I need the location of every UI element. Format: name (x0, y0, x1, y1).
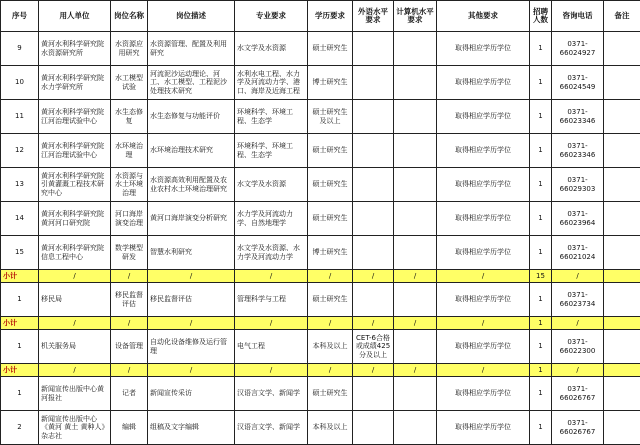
cell-unit: 黄河水利科学研究院江河治理试验中心 (39, 134, 111, 168)
cell-note (604, 411, 640, 445)
subtotal-slash: / (353, 364, 394, 377)
header-count: 招聘人数 (530, 1, 552, 32)
cell-num: 2 (1, 411, 39, 445)
subtotal-slash: / (148, 317, 235, 330)
cell-major: 环境科学、环境工程、生态学 (235, 100, 308, 134)
cell-education: 本科及以上 (308, 330, 353, 364)
cell-position: 河口海岸演变治理 (111, 202, 148, 236)
header-major: 专业要求 (235, 1, 308, 32)
subtotal-slash: / (39, 364, 111, 377)
cell-position: 水环境治理 (111, 134, 148, 168)
cell-major: 环境科学、环境工程、生态学 (235, 134, 308, 168)
cell-other: 取得相应学历学位 (437, 134, 530, 168)
cell-count: 1 (530, 134, 552, 168)
cell-language: CET-6合格或成绩425分及以上 (353, 330, 394, 364)
cell-computer (394, 377, 437, 411)
subtotal-count: 1 (530, 364, 552, 377)
cell-count: 1 (530, 411, 552, 445)
cell-description: 水资源高效利用配置及农业农村水土环境治理研究 (148, 168, 235, 202)
cell-education: 本科及以上 (308, 411, 353, 445)
cell-major: 管理科学与工程 (235, 283, 308, 317)
cell-note (604, 377, 640, 411)
cell-position: 移民监督评估 (111, 283, 148, 317)
cell-education: 硕士研究生 (308, 377, 353, 411)
table-row (1, 236, 640, 270)
cell-education: 博士研究生 (308, 66, 353, 100)
cell-education: 硕士研究生 (308, 283, 353, 317)
cell-position: 设备管理 (111, 330, 148, 364)
subtotal-count: 15 (530, 270, 552, 283)
cell-position: 记者 (111, 377, 148, 411)
cell-major: 汉语言文学、新闻学 (235, 411, 308, 445)
subtotal-empty (604, 270, 640, 283)
table-row (1, 168, 640, 202)
header-other: 其他要求 (437, 1, 530, 32)
cell-language (353, 236, 394, 270)
cell-other: 取得相应学历学位 (437, 202, 530, 236)
cell-unit: 黄河水利科学研究院江河治理试验中心 (39, 100, 111, 134)
subtotal-slash: / (235, 364, 308, 377)
subtotal-empty (604, 317, 640, 330)
header-phone: 咨询电话 (552, 1, 604, 32)
cell-unit: 黄河水利科学研究院水力学研究所 (39, 66, 111, 100)
cell-computer (394, 66, 437, 100)
cell-num: 9 (1, 32, 39, 66)
cell-other: 取得相应学历学位 (437, 168, 530, 202)
subtotal-slash: / (148, 270, 235, 283)
cell-computer (394, 168, 437, 202)
table-body (1, 32, 640, 445)
cell-phone: 0371-66024549 (552, 66, 604, 100)
cell-computer (394, 134, 437, 168)
cell-position: 数学模型研发 (111, 236, 148, 270)
cell-description: 新闻宣传采访 (148, 377, 235, 411)
header-education: 学历要求 (308, 1, 353, 32)
cell-unit: 新闻宣传出版中心黄河报社 (39, 377, 111, 411)
cell-note (604, 32, 640, 66)
cell-count: 1 (530, 236, 552, 270)
header-note: 备注 (604, 1, 640, 32)
subtotal-slash: / (552, 317, 604, 330)
cell-num: 10 (1, 66, 39, 100)
cell-description: 黄河口海岸演变分析研究 (148, 202, 235, 236)
cell-language (353, 134, 394, 168)
cell-description: 智慧水利研究 (148, 236, 235, 270)
subtotal-slash: / (39, 317, 111, 330)
cell-computer (394, 330, 437, 364)
cell-education: 硕士研究生 (308, 202, 353, 236)
cell-position: 水工模型试验 (111, 66, 148, 100)
table-row (1, 134, 640, 168)
cell-position: 水资源应用研究 (111, 32, 148, 66)
table-row (1, 377, 640, 411)
subtotal-slash: / (235, 317, 308, 330)
cell-description: 水资源管理、配置及利用研究 (148, 32, 235, 66)
cell-education: 硕士研究生 (308, 32, 353, 66)
cell-major: 水力学及河流动力学、自然地理学 (235, 202, 308, 236)
cell-other: 取得相应学历学位 (437, 100, 530, 134)
cell-other: 取得相应学历学位 (437, 411, 530, 445)
cell-major: 电气工程 (235, 330, 308, 364)
cell-num: 13 (1, 168, 39, 202)
cell-count: 1 (530, 283, 552, 317)
header-language: 外语水平要求 (353, 1, 394, 32)
table-row (1, 283, 640, 317)
subtotal-row (1, 317, 640, 330)
cell-phone: 0371-66023346 (552, 134, 604, 168)
subtotal-slash: / (308, 364, 353, 377)
subtotal-slash: / (39, 270, 111, 283)
subtotal-slash: / (437, 270, 530, 283)
subtotal-slash: / (394, 364, 437, 377)
cell-description: 组稿及文字编辑 (148, 411, 235, 445)
cell-unit: 移民局 (39, 283, 111, 317)
subtotal-slash: / (308, 270, 353, 283)
cell-note (604, 134, 640, 168)
cell-education: 硕士研究生 (308, 134, 353, 168)
header-description: 岗位描述 (148, 1, 235, 32)
cell-position: 编辑 (111, 411, 148, 445)
cell-unit: 黄河水利科学研究院水资源研究所 (39, 32, 111, 66)
cell-phone: 0371-66021024 (552, 236, 604, 270)
cell-num: 12 (1, 134, 39, 168)
cell-language (353, 283, 394, 317)
cell-num: 15 (1, 236, 39, 270)
cell-phone: 0371-66029303 (552, 168, 604, 202)
cell-phone: 0371-66023964 (552, 202, 604, 236)
cell-language (353, 32, 394, 66)
cell-note (604, 283, 640, 317)
subtotal-slash: / (353, 317, 394, 330)
cell-major: 汉语言文学、新闻学 (235, 377, 308, 411)
cell-language (353, 66, 394, 100)
cell-count: 1 (530, 168, 552, 202)
cell-computer (394, 100, 437, 134)
cell-computer (394, 411, 437, 445)
header-num: 序号 (1, 1, 39, 32)
cell-count: 1 (530, 330, 552, 364)
cell-major: 水文学及水资源 (235, 32, 308, 66)
cell-major: 水文学及水资源、水力学及河流动力学 (235, 236, 308, 270)
cell-num: 1 (1, 330, 39, 364)
subtotal-slash: / (394, 317, 437, 330)
cell-description: 水生态修复与功能评价 (148, 100, 235, 134)
subtotal-slash: / (437, 364, 530, 377)
subtotal-slash: / (308, 317, 353, 330)
cell-num: 11 (1, 100, 39, 134)
cell-phone: 0371-66023734 (552, 283, 604, 317)
cell-language (353, 202, 394, 236)
cell-unit: 黄河水利科学研究院引黄灌溉工程技术研究中心 (39, 168, 111, 202)
table-row (1, 32, 640, 66)
subtotal-slash: / (353, 270, 394, 283)
cell-language (353, 100, 394, 134)
cell-phone: 0371-66024927 (552, 32, 604, 66)
cell-note (604, 202, 640, 236)
cell-note (604, 66, 640, 100)
cell-description: 河流泥沙运动理论、河工、水工模型、工程泥沙处理技术研究 (148, 66, 235, 100)
cell-count: 1 (530, 32, 552, 66)
subtotal-label: 小计 (1, 270, 39, 283)
cell-computer (394, 236, 437, 270)
table-row (1, 202, 640, 236)
cell-unit: 黄河水利科学研究院黄河河口研究院 (39, 202, 111, 236)
subtotal-label: 小计 (1, 317, 39, 330)
cell-position: 水资源与水土环境治理 (111, 168, 148, 202)
cell-unit: 新闻宣传出版中心《黄河 黄土 黄种人》杂志社 (39, 411, 111, 445)
cell-num: 14 (1, 202, 39, 236)
cell-other: 取得相应学历学位 (437, 330, 530, 364)
cell-major: 水文学及水资源 (235, 168, 308, 202)
subtotal-slash: / (394, 270, 437, 283)
cell-count: 1 (530, 66, 552, 100)
cell-count: 1 (530, 377, 552, 411)
subtotal-empty (604, 364, 640, 377)
cell-note (604, 100, 640, 134)
cell-unit: 黄河水利科学研究院信息工程中心 (39, 236, 111, 270)
subtotal-row (1, 270, 640, 283)
cell-phone: 0371-66023346 (552, 100, 604, 134)
cell-position: 水生态修复 (111, 100, 148, 134)
header-row (1, 1, 640, 32)
cell-note (604, 330, 640, 364)
subtotal-slash: / (111, 364, 148, 377)
cell-description: 水环境治理技术研究 (148, 134, 235, 168)
cell-count: 1 (530, 202, 552, 236)
subtotal-slash: / (111, 317, 148, 330)
subtotal-slash: / (552, 364, 604, 377)
table-row (1, 330, 640, 364)
cell-education: 博士研究生 (308, 236, 353, 270)
subtotal-slash: / (552, 270, 604, 283)
cell-note (604, 168, 640, 202)
cell-description: 移民监督评估 (148, 283, 235, 317)
cell-num: 1 (1, 283, 39, 317)
subtotal-slash: / (148, 364, 235, 377)
subtotal-count: 1 (530, 317, 552, 330)
subtotal-slash: / (437, 317, 530, 330)
subtotal-label: 小计 (1, 364, 39, 377)
table-row (1, 411, 640, 445)
header-computer: 计算机水平要求 (394, 1, 437, 32)
cell-language (353, 168, 394, 202)
cell-computer (394, 202, 437, 236)
cell-phone: 0371-66026767 (552, 411, 604, 445)
header-position: 岗位名称 (111, 1, 148, 32)
cell-count: 1 (530, 100, 552, 134)
cell-major: 水利水电工程、水力学及河流动力学、港口、海岸及近海工程 (235, 66, 308, 100)
cell-description: 自动化设备维修及运行管理 (148, 330, 235, 364)
cell-phone: 0371-66022300 (552, 330, 604, 364)
subtotal-row (1, 364, 640, 377)
cell-other: 取得相应学历学位 (437, 32, 530, 66)
cell-unit: 机关服务局 (39, 330, 111, 364)
header-unit: 用人单位 (39, 1, 111, 32)
cell-computer (394, 32, 437, 66)
cell-education: 硕士研究生及以上 (308, 100, 353, 134)
cell-other: 取得相应学历学位 (437, 236, 530, 270)
cell-language (353, 377, 394, 411)
table-row (1, 100, 640, 134)
cell-phone: 0371-66026767 (552, 377, 604, 411)
cell-other: 取得相应学历学位 (437, 377, 530, 411)
cell-other: 取得相应学历学位 (437, 283, 530, 317)
table-row (1, 66, 640, 100)
subtotal-slash: / (111, 270, 148, 283)
subtotal-slash: / (235, 270, 308, 283)
cell-computer (394, 283, 437, 317)
cell-education: 硕士研究生 (308, 168, 353, 202)
cell-num: 1 (1, 377, 39, 411)
cell-language (353, 411, 394, 445)
cell-other: 取得相应学历学位 (437, 66, 530, 100)
cell-note (604, 236, 640, 270)
